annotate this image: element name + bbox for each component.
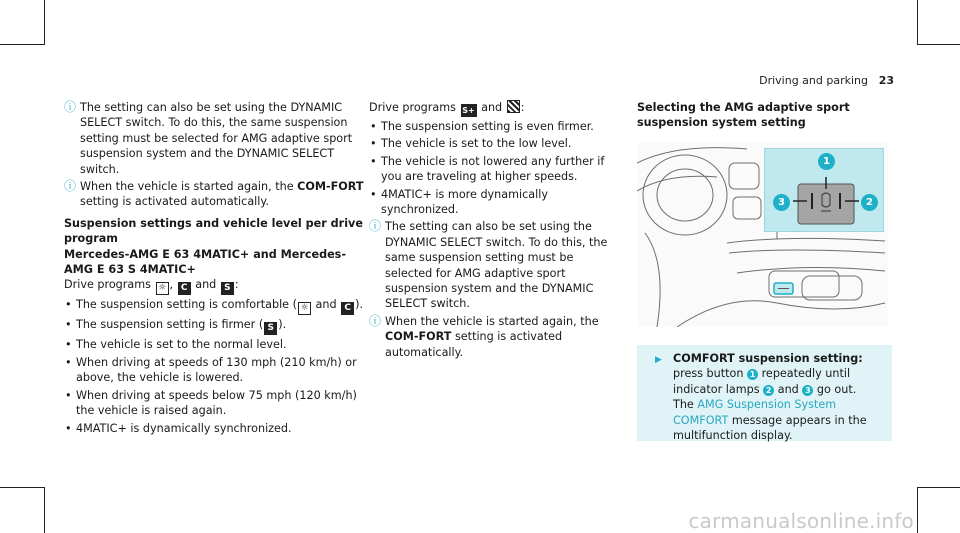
switch-callout	[764, 148, 884, 232]
comfort-c-program-icon: C	[178, 282, 191, 295]
action-arrow-icon: ▶	[655, 355, 662, 365]
info-note: ⓘ When the vehicle is started again, the COM-FORT setting is activated automatically.	[64, 179, 364, 209]
center-console-illustration	[637, 143, 888, 327]
comfort-program-icon: ☼	[156, 282, 169, 295]
page-number: 23	[878, 74, 894, 87]
bullet-list	[369, 119, 624, 217]
callout-badge-1: 1	[818, 153, 835, 170]
section-subheading: Mercedes-AMG E 63 4MATIC+ and Mercedes-AMG E 63 S 4MATIC+	[64, 247, 346, 277]
running-header: Driving and parking	[759, 74, 868, 87]
display-message: AMG Suspension System COMFORT	[673, 398, 837, 427]
list-item: • When driving at speeds of 130 mph (210 km/h) or above, the vehicle is lowered.	[64, 355, 364, 386]
info-icon: ⓘ	[64, 100, 77, 114]
crop-mark	[917, 487, 960, 488]
info-note: ⓘ The setting can also be set using the DYNAMIC SELECT switch. To do this, the same suspension setting must be selected for AMG adaptive sport suspension system and the DYNAMIC SELECT switch.	[64, 100, 353, 176]
sport-program-icon: S	[264, 322, 277, 335]
info-icon: ⓘ	[369, 219, 382, 234]
column-1	[64, 100, 364, 438]
inline-badge-2: 2	[763, 385, 774, 396]
inline-badge-3: 3	[802, 385, 813, 396]
sport-program-icon: S	[221, 282, 234, 295]
info-icon: ⓘ	[369, 313, 382, 328]
list-item: • The vehicle is set to the low level.	[369, 136, 624, 151]
bullet-list	[64, 297, 364, 435]
section-heading: Suspension settings and vehicle level per drive program	[64, 216, 363, 246]
instruction-box	[637, 345, 892, 441]
list-item: • The vehicle is set to the normal level.	[64, 337, 364, 352]
info-note: ⓘ The setting can also be set using the DYNAMIC SELECT switch. To do this, the same suspension setting must be selected for AMG adaptive sport suspension system and the DYNAMIC SELECT switch.	[369, 219, 608, 311]
crop-mark	[917, 487, 918, 533]
comfort-c-program-icon: C	[341, 302, 354, 315]
race-program-icon	[507, 100, 520, 113]
list-item: • The vehicle is not lowered any further if you are traveling at higher speeds.	[369, 154, 624, 185]
crop-mark	[44, 487, 45, 533]
list-item: • 4MATIC+ is more dynamically synchronized.	[369, 187, 624, 218]
drive-programs-line: Drive programs S+ and :	[369, 101, 525, 115]
list-item: • The suspension setting is even firmer.	[369, 119, 624, 134]
instruction-step: ▶ COMFORT suspension setting: press button 1 repeatedly until indicator lamps 2 and 3 go out. The AMG Suspension System COMFORT message appears in the multifunction display.	[655, 352, 867, 443]
list-item: • The suspension setting is firmer ( S ).	[64, 317, 364, 335]
column-3	[637, 100, 895, 327]
callout-badge-2: 2	[861, 194, 878, 211]
info-note: ⓘ When the vehicle is started again, the COM-FORT setting is activated automatically.	[369, 313, 599, 359]
crop-mark	[0, 44, 45, 45]
section-title: Selecting the AMG adaptive sport suspension system setting	[637, 101, 850, 130]
crop-mark	[44, 0, 45, 45]
crop-mark	[917, 0, 918, 45]
sport-plus-program-icon: S+	[462, 106, 475, 115]
watermark: carmanualsonline.info	[688, 508, 914, 533]
list-item: • 4MATIC+ is dynamically synchronized.	[64, 421, 364, 436]
inline-badge-1: 1	[747, 369, 758, 380]
column-2	[369, 100, 624, 362]
crop-mark	[917, 44, 960, 45]
crop-mark	[0, 487, 45, 488]
info-icon: ⓘ	[64, 179, 77, 194]
comfort-program-icon: ☼	[298, 302, 311, 315]
list-item: • When driving at speeds below 75 mph (120 km/h) the vehicle is raised again.	[64, 388, 364, 419]
list-item: • The suspension setting is comfortable ( ☼ and C ).	[64, 297, 364, 315]
drive-programs-line: Drive programs ☼ , C and S :	[64, 278, 239, 294]
callout-badge-3: 3	[773, 194, 790, 211]
